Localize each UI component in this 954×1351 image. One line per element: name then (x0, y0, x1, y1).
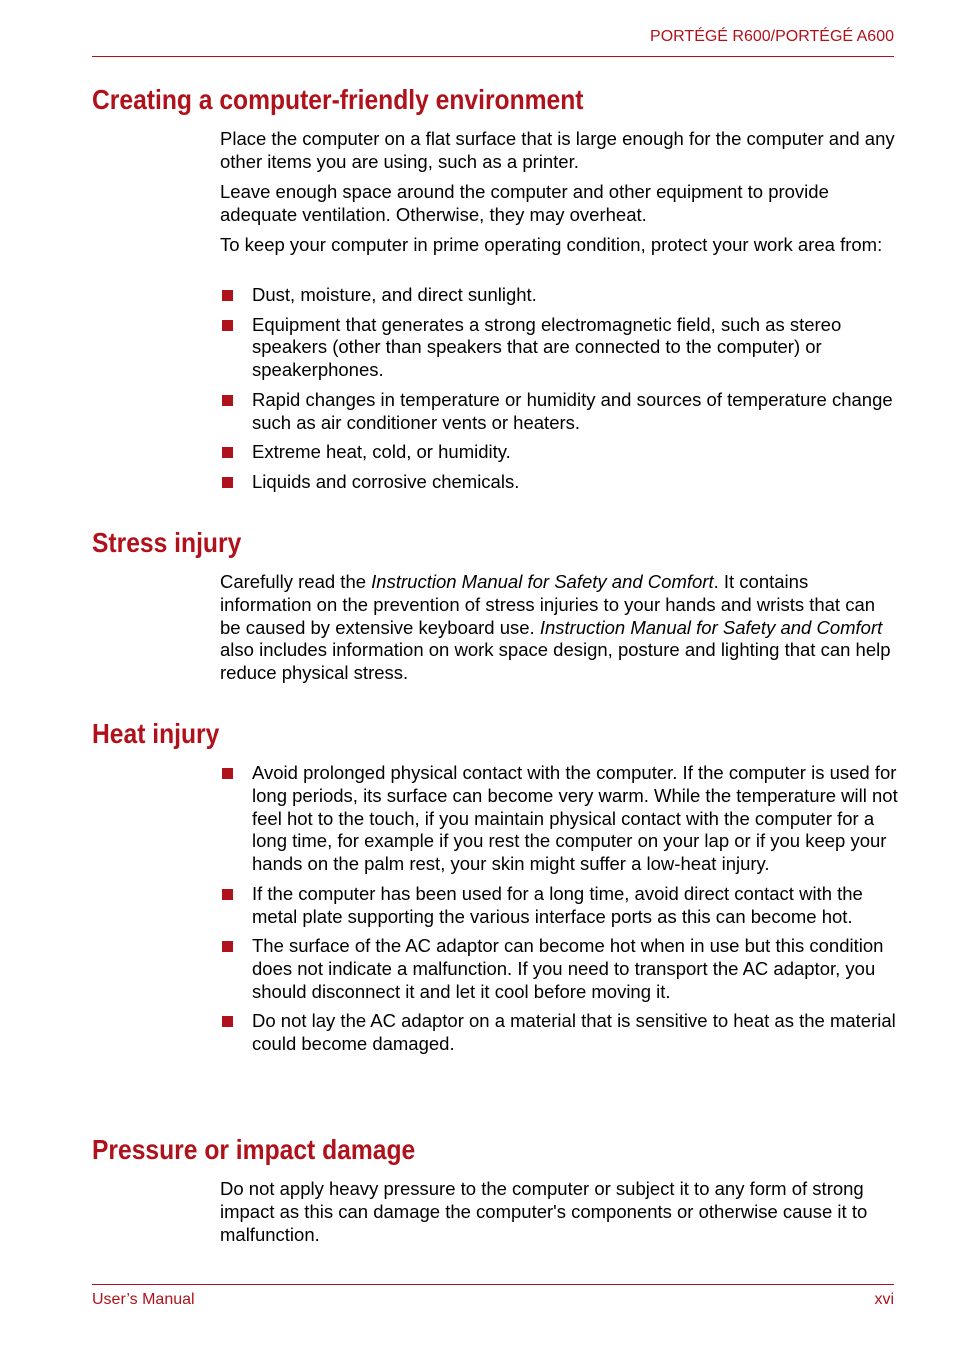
text-run: Carefully read the (220, 571, 372, 592)
list-item-text: Extreme heat, cold, or humidity. (252, 441, 511, 463)
list-item (220, 314, 900, 382)
square-bullet-icon (222, 768, 233, 779)
list-item (220, 935, 900, 1003)
list-item (220, 1010, 900, 1056)
list-item-text: Liquids and corrosive chemicals. (252, 470, 520, 492)
square-bullet-icon (222, 395, 233, 406)
square-bullet-icon (222, 889, 233, 900)
paragraph: Place the computer on a flat surface that is large enough for the computer and any other items you are using, such as a printer. (220, 128, 895, 172)
manual-title-italic: Instruction Manual for Safety and Comfort (371, 571, 714, 592)
list-item (220, 284, 900, 307)
footer-manual-label: User’s Manual (92, 1291, 195, 1308)
square-bullet-icon (222, 477, 233, 488)
square-bullet-icon (222, 320, 233, 331)
square-bullet-icon (222, 1016, 233, 1027)
stress-paragraph (220, 571, 900, 692)
heading-environment: Creating a computer-friendly environment (92, 84, 584, 115)
list-item-text: Rapid changes in temperature or humidity and sources of temperature change such as air conditioner vents or heaters. (252, 388, 893, 433)
list-item-text: Dust, moisture, and direct sunlight. (252, 284, 537, 305)
paragraph: Do not apply heavy pressure to the computer or subject it to any form of strong impact as this can damage the computer's components or otherwise cause it to malfunction. (220, 1178, 868, 1245)
list-item (220, 389, 900, 435)
list-item-text: Avoid prolonged physical contact with the computer. If the computer is used for long periods, its surface can become very warm. While the temperature will not feel hot to the touch, if you maintain physical contact with the computer for a long time, for example if you rest the computer on your lap or if you keep your hands on the palm rest, your skin might suffer a low-heat injury. (252, 762, 898, 875)
list-item (220, 471, 900, 494)
manual-title-italic: Instruction Manual for Safety and Comfort (539, 616, 883, 638)
list-item-text: The surface of the AC adaptor can become hot when in use but this condition does not indicate a malfunction. If you need to transport the AC adaptor, you should disconnect it and let it cool before moving it. (252, 935, 884, 1002)
paragraph: Leave enough space around the computer and other equipment to provide adequate ventilation. Otherwise, they may overheat. (220, 180, 829, 225)
list-item-text: Equipment that generates a strong electromagnetic field, such as stereo speakers (other than speakers that are connected to the computer) or speakerphones. (252, 313, 842, 381)
list-item (220, 883, 900, 929)
list-item (220, 762, 900, 876)
paragraph (220, 571, 900, 685)
pressure-paragraph (220, 1178, 900, 1254)
heading-heat-injury: Heat injury (92, 718, 220, 749)
list-item-text: If the computer has been used for a long time, avoid direct contact with the metal plate supporting the various interface ports as this can become hot. (252, 882, 863, 927)
heading-stress-injury: Stress injury (92, 527, 242, 558)
page-number: xvi (874, 1291, 894, 1308)
environment-paragraphs (220, 128, 900, 264)
text-run: . It contains information on the prevention of stress injuries to your hands and wrists that can be caused by extensive keyboard use. (220, 571, 876, 638)
heat-bullet-list (220, 762, 900, 1063)
running-header: PORTÉGÉ R600/PORTÉGÉ A600 (650, 28, 894, 45)
footer-rule (92, 1284, 894, 1285)
paragraph: To keep your computer in prime operating condition, protect your work area from: (220, 233, 883, 255)
list-item-text: Do not lay the AC adaptor on a material that is sensitive to heat as the material could become damaged. (252, 1010, 896, 1055)
text-run: also includes information on work space design, posture and lighting that can help reduce physical stress. (220, 639, 891, 684)
square-bullet-icon (222, 290, 233, 301)
square-bullet-icon (222, 941, 233, 952)
environment-bullet-list (220, 284, 900, 500)
square-bullet-icon (222, 447, 233, 458)
header-rule (92, 56, 894, 57)
list-item (220, 441, 900, 464)
heading-pressure-damage: Pressure or impact damage (92, 1134, 416, 1165)
